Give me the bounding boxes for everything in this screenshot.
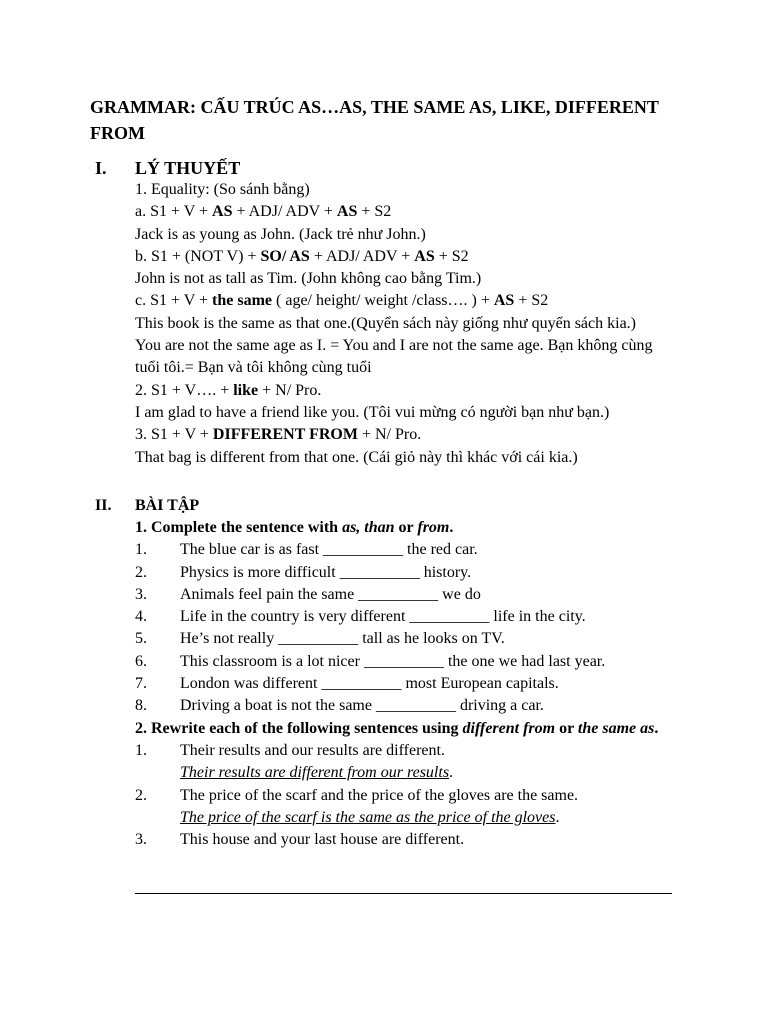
list-item [135,539,695,561]
formula-keyword: SO/ AS [260,247,310,265]
item-text: Life in the country is very different __________ life in the city. [180,608,586,626]
answer-punctuation: . [449,764,454,782]
instruction-text: 2. Rewrite each of the following sentences using [135,719,463,737]
item-text: London was different __________ most European capitals. [180,675,559,693]
list-item [135,785,695,807]
item-number: 1. [135,741,147,759]
instruction-text: or [394,519,418,536]
formula-text: + N/ Pro. [258,381,322,399]
exercises-body [135,517,695,851]
sample-answer: Their results are different from our results [180,764,450,782]
item-number: 1. [135,541,147,559]
formula-text: b. S1 + (NOT V) + [135,247,261,265]
instruction-emphasis: from [417,519,450,536]
formula-text: c. S1 + V + [135,292,213,310]
list-item [135,740,695,762]
formula-text: + ADJ/ ADV + [309,247,415,265]
instruction-text: . [654,719,659,737]
list-item [135,628,695,650]
answer-line [135,807,695,829]
formula-like [135,380,675,402]
item-text: This house and your last house are different. [180,831,465,849]
formula-keyword: AS [414,247,435,265]
instruction-emphasis: as, than [342,519,395,536]
list-item [135,584,695,606]
example-line: You are not the same age as I. = You and I are not the same age. Bạn không cùng tuổi tôi.= Bạn và tôi không cùng tuổi [135,337,653,377]
formula-keyword: DIFFERENT FROM [212,426,358,444]
example-line: Jack is as young as John. (Jack trẻ như John.) [135,225,426,243]
example-line: I am glad to have a friend like you. (Tôi vui mừng có người bạn như bạn.) [135,403,610,421]
formula-c [135,290,675,312]
example-line: This book is the same as that one.(Quyển sách này giống như quyển sách kia.) [135,314,636,332]
item-text: The price of the scarf and the price of the gloves are the same. [180,786,579,804]
formula-text: a. S1 + V + [135,203,213,221]
example-line: That bag is different from that one. (Cái giỏ này thì khác với cái kia.) [135,448,578,466]
section-title: LÝ THUYẾT [135,158,241,178]
item-text: Animals feel pain the same __________ we do [180,585,481,603]
theory-line: 1. Equality: (So sánh bằng) [135,181,310,198]
sample-answer: The price of the scarf is the same as the price of the gloves [180,808,556,826]
item-number: 5. [135,630,147,648]
exercise-1-instruction [135,517,695,539]
item-number: 4. [135,608,147,626]
formula-text: 3. S1 + V + [135,426,213,444]
list-item [135,562,695,584]
formula-keyword: the same [212,292,273,310]
formula-different [135,424,675,446]
item-text: Physics is more difficult __________ history. [180,563,472,581]
theory-body [135,179,675,469]
list-item [135,695,695,717]
formula-text: + ADJ/ ADV + [232,203,337,221]
instruction-text: . [449,519,454,536]
list-item [135,829,695,851]
item-text: Their results and our results are different. [180,741,445,759]
item-number: 6. [135,652,147,670]
formula-text: + N/ Pro. [357,426,422,444]
instruction-emphasis: the same as [577,719,655,737]
answer-line [135,762,695,784]
exercise-2-list [135,740,695,851]
formula-text: 2. S1 + V…. + [135,381,234,399]
item-number: 8. [135,697,147,715]
page-title: GRAMMAR: CẤU TRÚC AS…AS, THE SAME AS, LIKE, DIFFERENT FROM [90,97,659,143]
formula-text: + S2 [434,247,469,265]
section-title: BÀI TẬP [135,497,200,514]
formula-b [135,246,675,268]
item-number: 3. [135,831,147,849]
instruction-text: 1. Complete the sentence with [135,519,343,536]
instruction-text: or [555,719,578,737]
item-text: Driving a boat is not the same __________ driving a car. [180,697,544,715]
formula-text: + S2 [514,292,549,310]
formula-keyword: AS [336,203,358,221]
formula-keyword: AS [212,203,233,221]
exercise-1-list [135,539,695,717]
section-number: II. [95,497,112,514]
formula-keyword: like [233,381,259,399]
section-number: I. [95,158,107,178]
list-item [135,606,695,628]
answer-punctuation: . [555,808,560,826]
exercise-2-instruction [135,718,665,740]
item-number: 7. [135,675,147,693]
formula-keyword: AS [493,292,515,310]
item-number: 2. [135,786,147,804]
list-item [135,673,695,695]
formula-text: ( age/ height/ weight /class…. ) + [272,292,494,310]
item-text: This classroom is a lot nicer __________ the one we had last year. [180,652,606,670]
item-text: He’s not really __________ tall as he looks on TV. [180,630,505,648]
instruction-emphasis: different from [462,719,556,737]
item-number: 3. [135,585,147,603]
answer-blank-line[interactable] [135,893,672,894]
formula-a [135,201,675,223]
list-item [135,651,695,673]
formula-text: + S2 [357,203,392,221]
item-number: 2. [135,563,147,581]
item-text: The blue car is as fast __________ the red car. [180,541,478,559]
example-line: John is not as tall as Tim. (John không cao bằng Tim.) [135,270,482,288]
